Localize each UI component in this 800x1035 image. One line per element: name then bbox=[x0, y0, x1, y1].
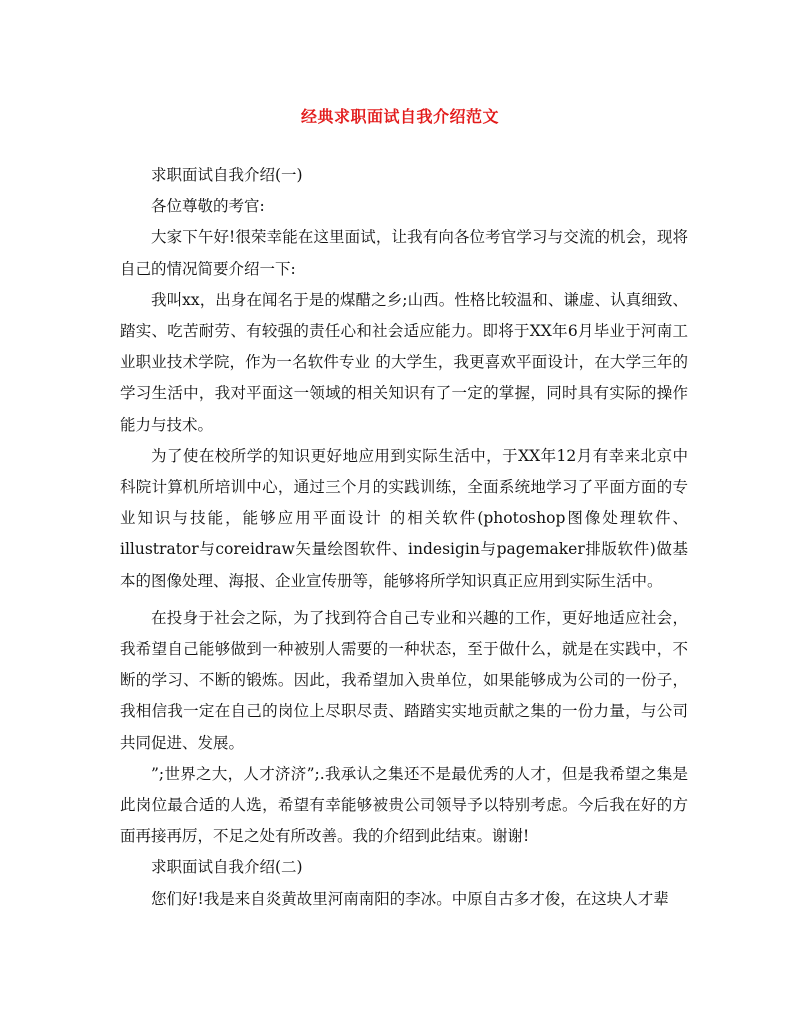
paragraph-training: 为了使在校所学的知识更好地应用到实际生活中，于XX年12月有幸来北京中科院计算机所培训中心，通过三个月的实践训练，全面系统地学习了平面方面的专业知识与技能，能够应用平面设计 的相关软件(photoshop图像处理软件、illustrator与coreidraw矢量绘图软件、indesigin与pagemaker排版软件)做基本的图像处理、海报、企业宣传册等，能够将所学知识真正应用到实际生活中。 bbox=[120, 446, 688, 590]
paragraph-career-goal: 在投身于社会之际，为了找到符合自己专业和兴趣的工作，更好地适应社会，我希望自己能够做到一种被别人需要的一种状态，至于做什么，就是在实践中，不断的学习、不断的锻炼。因此，我希望加入贵单位，如果能够成为公司的一份子，我相信我一定在自己的岗位上尽职尽责、踏踏实实地贡献之集的一份力量，与公司共同促进、发展。 bbox=[120, 608, 688, 752]
paragraph-self-intro: 我叫xx，出身在闻名于是的煤醋之乡;山西。性格比较温和、谦虚、认真细致、踏实、吃苦耐劳、有较强的责任心和社会适应能力。即将于XX年6月毕业于河南工业职业技术学院，作为一名软件专业 的大学生，我更喜欢平面设计，在大学三年的学习生活中，我对平面这一领域的相关知识有了一定的掌握，同时具有实际的操作能力与技术。 bbox=[120, 290, 688, 434]
document-body bbox=[120, 160, 688, 915]
section-heading-2: 求职面试自我介绍(二) bbox=[151, 858, 303, 877]
paragraph-closing: ”;世界之大，人才济济”;.我承认之集还不是最优秀的人才，但是我希望之集是此岗位最合适的人选，希望有幸能够被贵公司领导予以特别考虑。今后我在好的方面再接再厉，不足之处有所改善。我的介绍到此结束。谢谢! bbox=[120, 764, 688, 846]
document-title: 经典求职面试自我介绍范文 bbox=[300, 107, 499, 126]
paragraph-greeting: 大家下午好!很荣幸能在这里面试，让我有向各位考官学习与交流的机会，现将自己的情况简要介绍一下: bbox=[120, 228, 688, 278]
section-heading-1: 求职面试自我介绍(一) bbox=[151, 166, 303, 184]
salutation: 各位尊敬的考官: bbox=[151, 197, 265, 216]
paragraph-intro-2: 您们好!我是来自炎黄故里河南南阳的李冰。中原自古多才俊，在这块人才辈 bbox=[151, 889, 669, 908]
